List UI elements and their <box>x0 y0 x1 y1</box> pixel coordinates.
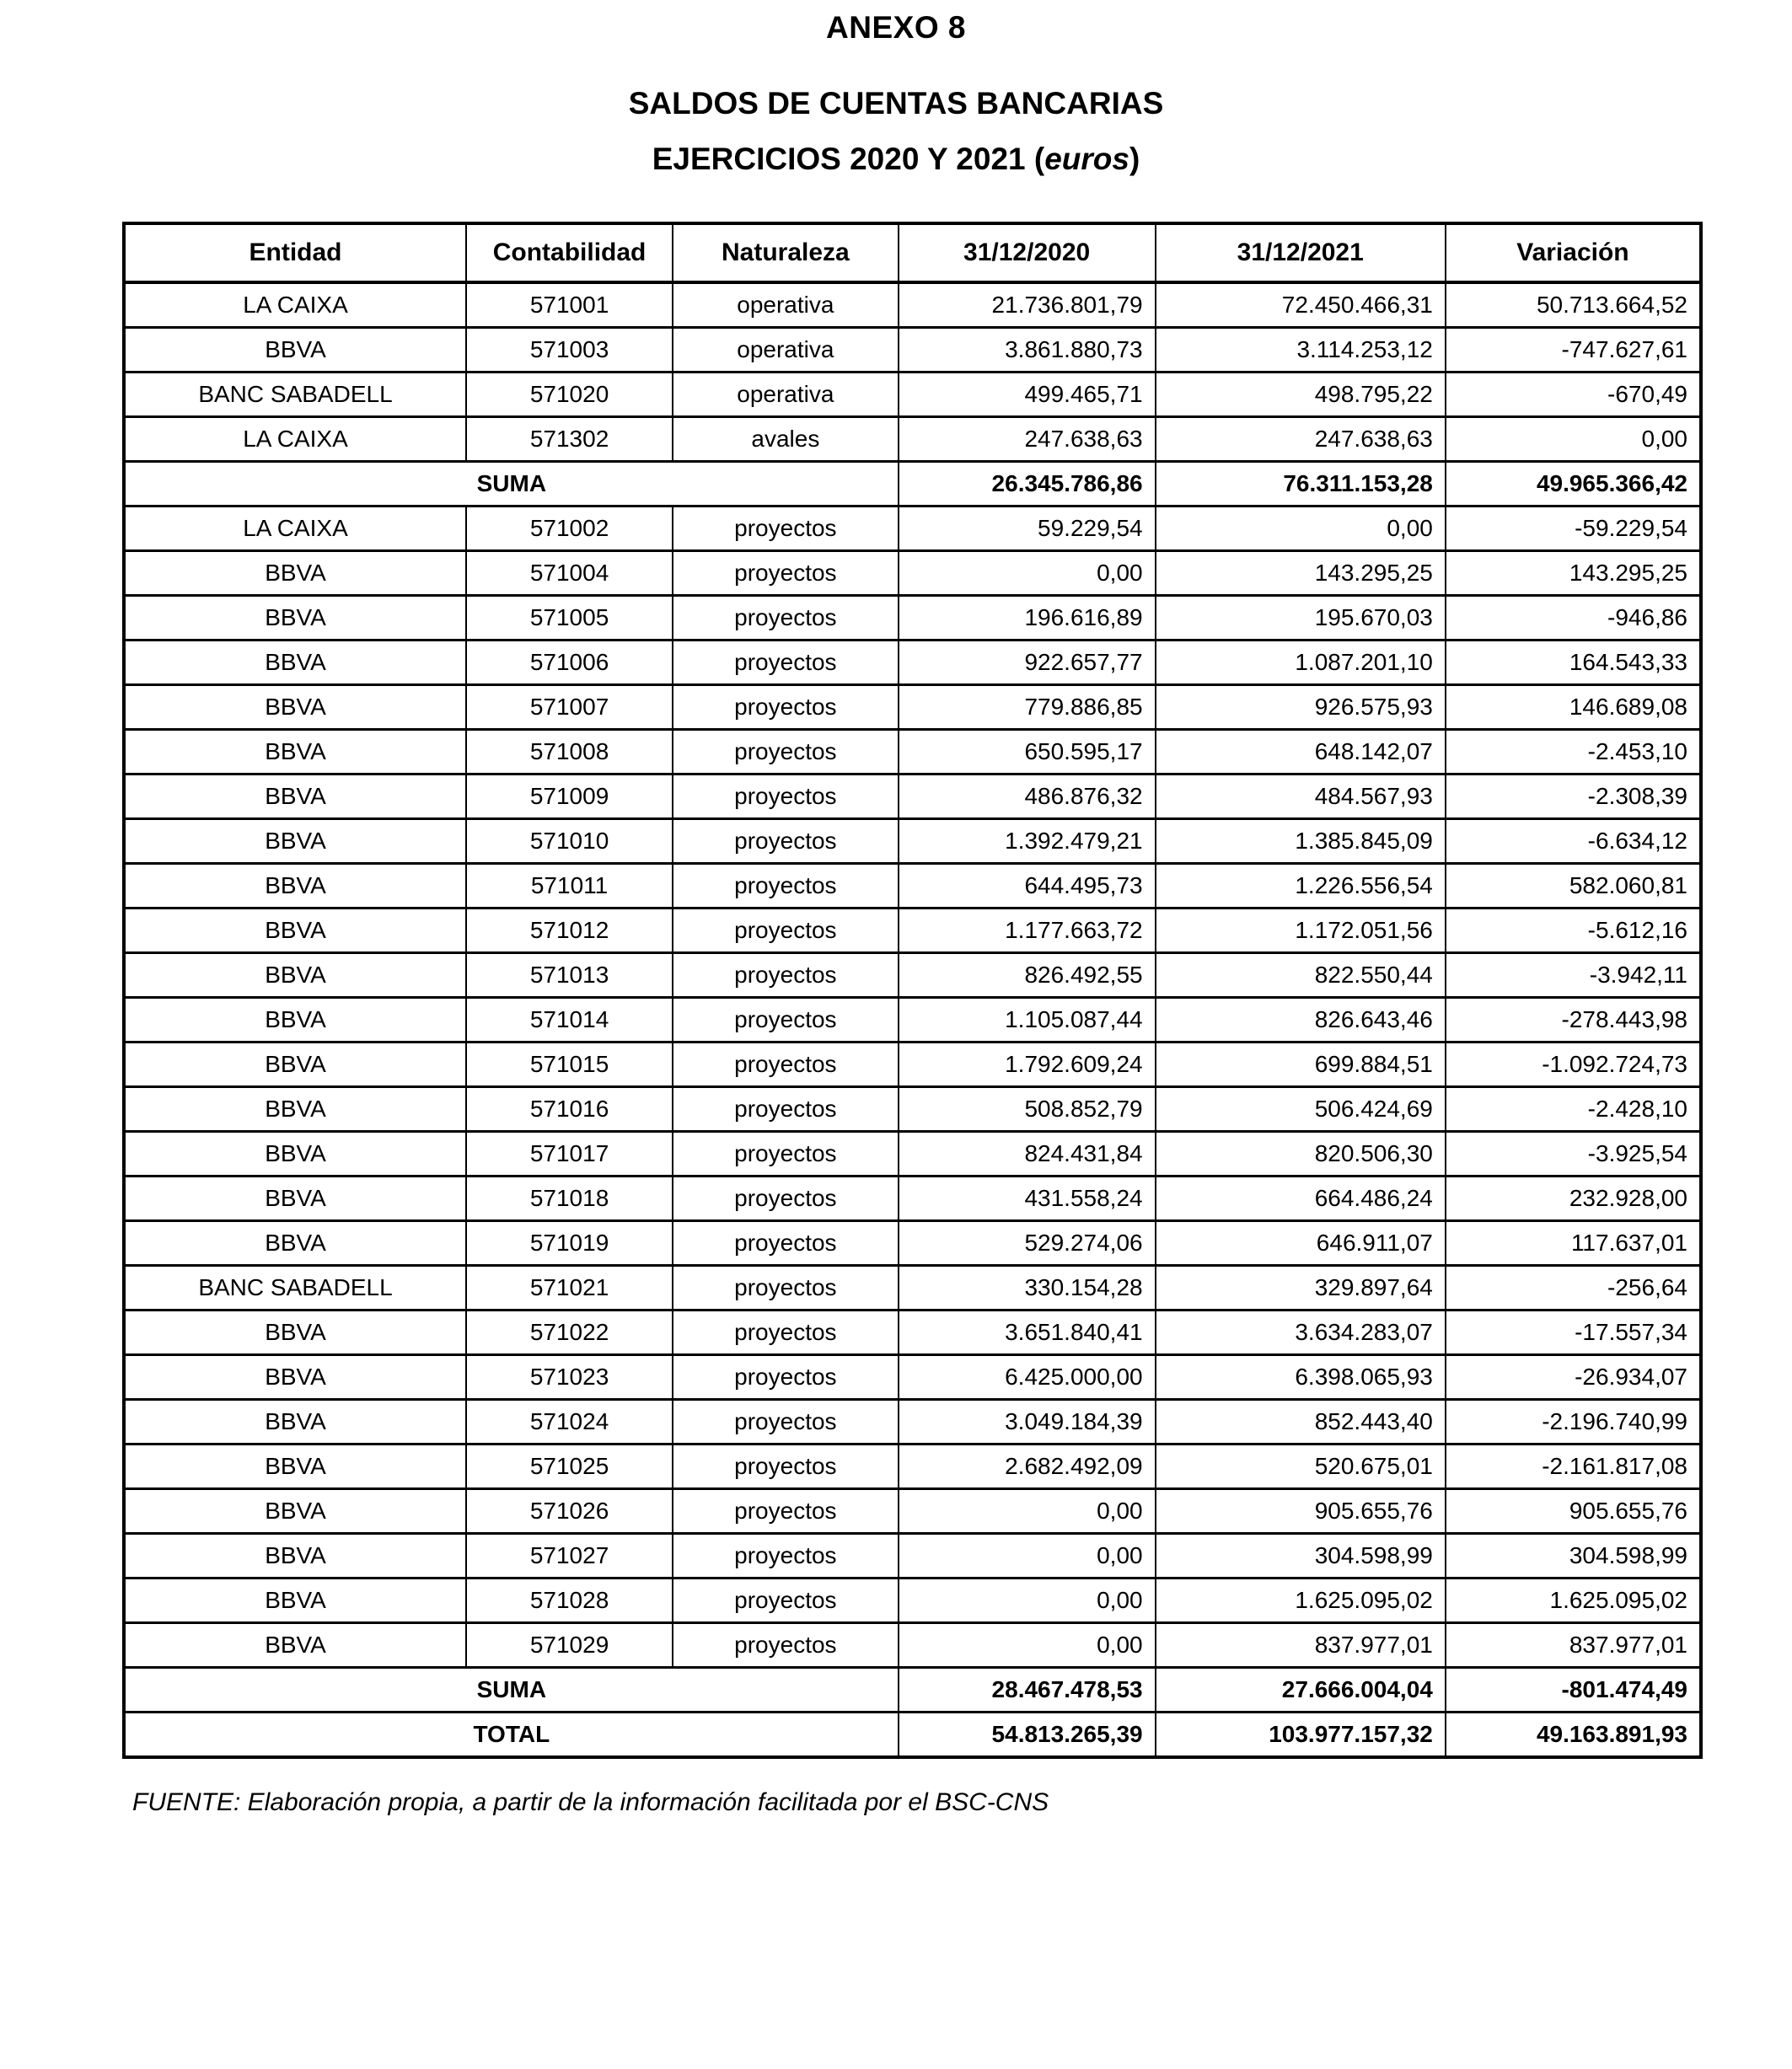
cell-variacion: -1.092.724,73 <box>1446 1043 1701 1087</box>
cell-entidad: BBVA <box>124 1579 466 1623</box>
cell-variacion: 0,00 <box>1446 417 1701 462</box>
cell-entidad: BBVA <box>124 596 466 641</box>
cell-naturaleza: proyectos <box>673 1489 899 1534</box>
cell-saldo-2021: 926.575,93 <box>1156 685 1446 730</box>
cell-variacion: -2.161.817,08 <box>1446 1445 1701 1489</box>
cell-saldo-2020: 196.616,89 <box>899 596 1156 641</box>
cell-naturaleza: proyectos <box>673 998 899 1043</box>
table-row <box>124 775 1701 819</box>
header-cell-saldo-2020: 31/12/2020 <box>899 223 1156 282</box>
cell-variacion: 117.637,01 <box>1446 1221 1701 1266</box>
cell-contabilidad: 571017 <box>466 1132 673 1177</box>
cell-saldo-2020: 0,00 <box>899 1534 1156 1579</box>
cell-saldo-2021: 72.450.466,31 <box>1156 282 1446 328</box>
table-row <box>124 282 1701 328</box>
cell-saldo-2021: 905.655,76 <box>1156 1489 1446 1534</box>
cell-contabilidad: 571009 <box>466 775 673 819</box>
cell-saldo-2020: 826.492,55 <box>899 953 1156 998</box>
cell-entidad: BBVA <box>124 1221 466 1266</box>
cell-saldo-2020: 824.431,84 <box>899 1132 1156 1177</box>
cell-saldo-2020: 0,00 <box>899 1489 1156 1534</box>
source-note: FUENTE: Elaboración propia, a partir de la información facilitada por el BSC-CNS <box>132 1788 1049 1816</box>
cell-variacion: -17.557,34 <box>1446 1311 1701 1355</box>
cell-entidad: BANC SABADELL <box>124 1266 466 1311</box>
cell-variacion: 49.163.891,93 <box>1446 1713 1701 1758</box>
cell-naturaleza: proyectos <box>673 685 899 730</box>
cell-saldo-2020: 26.345.786,86 <box>899 462 1156 507</box>
cell-saldo-2021: 498.795,22 <box>1156 373 1446 417</box>
cell-naturaleza: proyectos <box>673 909 899 953</box>
cell-naturaleza: proyectos <box>673 1311 899 1355</box>
cell-naturaleza: proyectos <box>673 1177 899 1221</box>
cell-naturaleza: proyectos <box>673 1445 899 1489</box>
cell-saldo-2021: 76.311.153,28 <box>1156 462 1446 507</box>
cell-saldo-2020: 1.792.609,24 <box>899 1043 1156 1087</box>
table-row <box>124 864 1701 909</box>
cell-entidad: BBVA <box>124 328 466 373</box>
cell-saldo-2021: 27.666.004,04 <box>1156 1668 1446 1713</box>
cell-saldo-2021: 247.638,63 <box>1156 417 1446 462</box>
cell-naturaleza: proyectos <box>673 1400 899 1445</box>
cell-saldo-2020: 247.638,63 <box>899 417 1156 462</box>
cell-naturaleza: proyectos <box>673 775 899 819</box>
cell-saldo-2021: 664.486,24 <box>1156 1177 1446 1221</box>
cell-saldo-2021: 1.172.051,56 <box>1156 909 1446 953</box>
cell-variacion: 905.655,76 <box>1446 1489 1701 1534</box>
cell-entidad: BBVA <box>124 1087 466 1132</box>
cell-naturaleza: proyectos <box>673 551 899 596</box>
cell-saldo-2020: 499.465,71 <box>899 373 1156 417</box>
cell-naturaleza: proyectos <box>673 864 899 909</box>
cell-contabilidad: 571028 <box>466 1579 673 1623</box>
cell-saldo-2020: 0,00 <box>899 1623 1156 1668</box>
header-cell-entidad: Entidad <box>124 223 466 282</box>
cell-saldo-2020: 1.177.663,72 <box>899 909 1156 953</box>
cell-saldo-2021: 1.087.201,10 <box>1156 641 1446 685</box>
cell-saldo-2021: 646.911,07 <box>1156 1221 1446 1266</box>
cell-contabilidad: 571016 <box>466 1087 673 1132</box>
table-row <box>124 1043 1701 1087</box>
cell-entidad: BBVA <box>124 1132 466 1177</box>
cell-contabilidad: 571006 <box>466 641 673 685</box>
cell-entidad: BBVA <box>124 551 466 596</box>
cell-variacion: -801.474,49 <box>1446 1668 1701 1713</box>
cell-saldo-2020: 529.274,06 <box>899 1221 1156 1266</box>
cell-contabilidad: 571010 <box>466 819 673 864</box>
cell-variacion: -59.229,54 <box>1446 507 1701 551</box>
cell-saldo-2021: 520.675,01 <box>1156 1445 1446 1489</box>
table-row <box>124 1489 1701 1534</box>
cell-saldo-2021: 822.550,44 <box>1156 953 1446 998</box>
table-row <box>124 909 1701 953</box>
table-row <box>124 596 1701 641</box>
cell-contabilidad: 571007 <box>466 685 673 730</box>
cell-contabilidad: 571001 <box>466 282 673 328</box>
table-row <box>124 819 1701 864</box>
header-cell-saldo-2021: 31/12/2021 <box>1156 223 1446 282</box>
cell-saldo-2021: 195.670,03 <box>1156 596 1446 641</box>
cell-variacion: -2.428,10 <box>1446 1087 1701 1132</box>
cell-entidad: BBVA <box>124 641 466 685</box>
cell-variacion: 164.543,33 <box>1446 641 1701 685</box>
cell-naturaleza: operativa <box>673 282 899 328</box>
cell-contabilidad: 571005 <box>466 596 673 641</box>
table-header-row <box>124 223 1701 282</box>
header-cell-variacion: Variación <box>1446 223 1701 282</box>
cell-saldo-2020: 431.558,24 <box>899 1177 1156 1221</box>
cell-contabilidad: 571021 <box>466 1266 673 1311</box>
cell-variacion: 49.965.366,42 <box>1446 462 1701 507</box>
table-row <box>124 1132 1701 1177</box>
cell-naturaleza: proyectos <box>673 730 899 775</box>
cell-saldo-2021: 329.897,64 <box>1156 1266 1446 1311</box>
cell-saldo-2020: 779.886,85 <box>899 685 1156 730</box>
cell-variacion: -2.308,39 <box>1446 775 1701 819</box>
cell-variacion: 1.625.095,02 <box>1446 1579 1701 1623</box>
cell-entidad: BBVA <box>124 730 466 775</box>
cell-variacion: -946,86 <box>1446 596 1701 641</box>
cell-entidad: BBVA <box>124 1400 466 1445</box>
cell-variacion: -278.443,98 <box>1446 998 1701 1043</box>
cell-naturaleza: proyectos <box>673 1221 899 1266</box>
cell-variacion: -3.942,11 <box>1446 953 1701 998</box>
cell-variacion: 146.689,08 <box>1446 685 1701 730</box>
cell-contabilidad: 571002 <box>466 507 673 551</box>
cell-naturaleza: proyectos <box>673 1043 899 1087</box>
cell-naturaleza: operativa <box>673 373 899 417</box>
cell-naturaleza: proyectos <box>673 819 899 864</box>
cell-naturaleza: avales <box>673 417 899 462</box>
cell-saldo-2021: 103.977.157,32 <box>1156 1713 1446 1758</box>
cell-saldo-2020: 330.154,28 <box>899 1266 1156 1311</box>
cell-variacion: -3.925,54 <box>1446 1132 1701 1177</box>
cell-variacion: 582.060,81 <box>1446 864 1701 909</box>
cell-contabilidad: 571015 <box>466 1043 673 1087</box>
cell-variacion: 143.295,25 <box>1446 551 1701 596</box>
summary-label: TOTAL <box>124 1713 899 1758</box>
cell-naturaleza: proyectos <box>673 596 899 641</box>
cell-variacion: -26.934,07 <box>1446 1355 1701 1400</box>
table-row <box>124 551 1701 596</box>
cell-saldo-2021: 506.424,69 <box>1156 1087 1446 1132</box>
cell-variacion: 232.928,00 <box>1446 1177 1701 1221</box>
cell-contabilidad: 571026 <box>466 1489 673 1534</box>
cell-entidad: BBVA <box>124 775 466 819</box>
subtitle-years-suffix: ) <box>1129 142 1140 176</box>
cell-saldo-2020: 922.657,77 <box>899 641 1156 685</box>
cell-contabilidad: 571024 <box>466 1400 673 1445</box>
cell-saldo-2020: 6.425.000,00 <box>899 1355 1156 1400</box>
cell-variacion: -670,49 <box>1446 373 1701 417</box>
cell-entidad: BBVA <box>124 1177 466 1221</box>
cell-variacion: 837.977,01 <box>1446 1623 1701 1668</box>
summary-row <box>124 1668 1701 1713</box>
table-row <box>124 730 1701 775</box>
table-row <box>124 1623 1701 1668</box>
cell-saldo-2021: 852.443,40 <box>1156 1400 1446 1445</box>
table-row <box>124 1221 1701 1266</box>
cell-contabilidad: 571013 <box>466 953 673 998</box>
cell-contabilidad: 571011 <box>466 864 673 909</box>
cell-contabilidad: 571027 <box>466 1534 673 1579</box>
cell-saldo-2021: 1.385.845,09 <box>1156 819 1446 864</box>
summary-row <box>124 1713 1701 1758</box>
table-row <box>124 1534 1701 1579</box>
cell-contabilidad: 571302 <box>466 417 673 462</box>
summary-label: SUMA <box>124 1668 899 1713</box>
table-row <box>124 417 1701 462</box>
cell-entidad: LA CAIXA <box>124 417 466 462</box>
cell-naturaleza: operativa <box>673 328 899 373</box>
cell-saldo-2021: 143.295,25 <box>1156 551 1446 596</box>
table-row <box>124 1445 1701 1489</box>
cell-entidad: BBVA <box>124 685 466 730</box>
cell-saldo-2020: 486.876,32 <box>899 775 1156 819</box>
cell-saldo-2021: 699.884,51 <box>1156 1043 1446 1087</box>
cell-contabilidad: 571020 <box>466 373 673 417</box>
table-row <box>124 1266 1701 1311</box>
cell-saldo-2020: 644.495,73 <box>899 864 1156 909</box>
cell-saldo-2021: 3.634.283,07 <box>1156 1311 1446 1355</box>
cell-variacion: -2.453,10 <box>1446 730 1701 775</box>
cell-entidad: LA CAIXA <box>124 507 466 551</box>
cell-saldo-2021: 0,00 <box>1156 507 1446 551</box>
cell-entidad: BBVA <box>124 1534 466 1579</box>
cell-variacion: -747.627,61 <box>1446 328 1701 373</box>
cell-saldo-2020: 0,00 <box>899 551 1156 596</box>
cell-contabilidad: 571004 <box>466 551 673 596</box>
cell-entidad: BBVA <box>124 1043 466 1087</box>
cell-saldo-2021: 6.398.065,93 <box>1156 1355 1446 1400</box>
cell-variacion: -2.196.740,99 <box>1446 1400 1701 1445</box>
cell-naturaleza: proyectos <box>673 1355 899 1400</box>
cell-saldo-2020: 3.861.880,73 <box>899 328 1156 373</box>
table-row <box>124 1579 1701 1623</box>
table-row <box>124 685 1701 730</box>
cell-saldo-2020: 508.852,79 <box>899 1087 1156 1132</box>
cell-contabilidad: 571018 <box>466 1177 673 1221</box>
cell-saldo-2021: 304.598,99 <box>1156 1534 1446 1579</box>
cell-saldo-2020: 28.467.478,53 <box>899 1668 1156 1713</box>
cell-saldo-2020: 1.105.087,44 <box>899 998 1156 1043</box>
table-row <box>124 998 1701 1043</box>
header-cell-naturaleza: Naturaleza <box>673 223 899 282</box>
cell-saldo-2020: 650.595,17 <box>899 730 1156 775</box>
cell-entidad: BBVA <box>124 1489 466 1534</box>
cell-saldo-2020: 3.651.840,41 <box>899 1311 1156 1355</box>
summary-row <box>124 462 1701 507</box>
table-row <box>124 641 1701 685</box>
cell-entidad: BBVA <box>124 1311 466 1355</box>
cell-contabilidad: 571023 <box>466 1355 673 1400</box>
cell-saldo-2020: 3.049.184,39 <box>899 1400 1156 1445</box>
cell-entidad: BBVA <box>124 953 466 998</box>
cell-contabilidad: 571012 <box>466 909 673 953</box>
cell-entidad: BBVA <box>124 1355 466 1400</box>
cell-variacion: -5.612,16 <box>1446 909 1701 953</box>
document-title: ANEXO 8 <box>826 10 966 45</box>
cell-contabilidad: 571003 <box>466 328 673 373</box>
cell-saldo-2020: 59.229,54 <box>899 507 1156 551</box>
cell-variacion: 304.598,99 <box>1446 1534 1701 1579</box>
cell-saldo-2021: 3.114.253,12 <box>1156 328 1446 373</box>
cell-saldo-2021: 648.142,07 <box>1156 730 1446 775</box>
cell-entidad: BANC SABADELL <box>124 373 466 417</box>
cell-saldo-2020: 54.813.265,39 <box>899 1713 1156 1758</box>
cell-saldo-2021: 837.977,01 <box>1156 1623 1446 1668</box>
table-row <box>124 328 1701 373</box>
cell-naturaleza: proyectos <box>673 1534 899 1579</box>
table-row <box>124 507 1701 551</box>
bank-balances-table-container <box>122 222 1703 1759</box>
table-row <box>124 1087 1701 1132</box>
cell-naturaleza: proyectos <box>673 641 899 685</box>
cell-entidad: LA CAIXA <box>124 282 466 328</box>
table-row <box>124 1400 1701 1445</box>
bank-balances-table <box>122 222 1703 1759</box>
cell-entidad: BBVA <box>124 1445 466 1489</box>
table-row <box>124 953 1701 998</box>
cell-naturaleza: proyectos <box>673 507 899 551</box>
cell-naturaleza: proyectos <box>673 1266 899 1311</box>
subtitle-years-euros: euros <box>1044 142 1129 176</box>
cell-naturaleza: proyectos <box>673 1087 899 1132</box>
cell-contabilidad: 571008 <box>466 730 673 775</box>
cell-contabilidad: 571029 <box>466 1623 673 1668</box>
cell-saldo-2020: 1.392.479,21 <box>899 819 1156 864</box>
cell-variacion: 50.713.664,52 <box>1446 282 1701 328</box>
table-row <box>124 373 1701 417</box>
cell-variacion: -256,64 <box>1446 1266 1701 1311</box>
document-subtitle: SALDOS DE CUENTAS BANCARIAS <box>628 86 1164 121</box>
cell-saldo-2021: 1.226.556,54 <box>1156 864 1446 909</box>
cell-naturaleza: proyectos <box>673 1579 899 1623</box>
table-row <box>124 1355 1701 1400</box>
cell-saldo-2021: 826.643,46 <box>1156 998 1446 1043</box>
cell-variacion: -6.634,12 <box>1446 819 1701 864</box>
cell-saldo-2020: 0,00 <box>899 1579 1156 1623</box>
cell-entidad: BBVA <box>124 998 466 1043</box>
cell-contabilidad: 571019 <box>466 1221 673 1266</box>
cell-saldo-2020: 2.682.492,09 <box>899 1445 1156 1489</box>
cell-contabilidad: 571022 <box>466 1311 673 1355</box>
cell-naturaleza: proyectos <box>673 1132 899 1177</box>
cell-saldo-2021: 1.625.095,02 <box>1156 1579 1446 1623</box>
header-cell-contabilidad: Contabilidad <box>466 223 673 282</box>
cell-saldo-2021: 484.567,93 <box>1156 775 1446 819</box>
table-row <box>124 1311 1701 1355</box>
cell-saldo-2021: 820.506,30 <box>1156 1132 1446 1177</box>
table-body <box>124 282 1701 1757</box>
cell-entidad: BBVA <box>124 819 466 864</box>
document-subtitle-years <box>0 142 1792 177</box>
cell-entidad: BBVA <box>124 909 466 953</box>
cell-contabilidad: 571025 <box>466 1445 673 1489</box>
cell-saldo-2020: 21.736.801,79 <box>899 282 1156 328</box>
cell-contabilidad: 571014 <box>466 998 673 1043</box>
table-row <box>124 1177 1701 1221</box>
cell-naturaleza: proyectos <box>673 1623 899 1668</box>
summary-label: SUMA <box>124 462 899 507</box>
subtitle-years-prefix: EJERCICIOS 2020 Y 2021 ( <box>652 142 1045 176</box>
cell-naturaleza: proyectos <box>673 953 899 998</box>
cell-entidad: BBVA <box>124 1623 466 1668</box>
cell-entidad: BBVA <box>124 864 466 909</box>
